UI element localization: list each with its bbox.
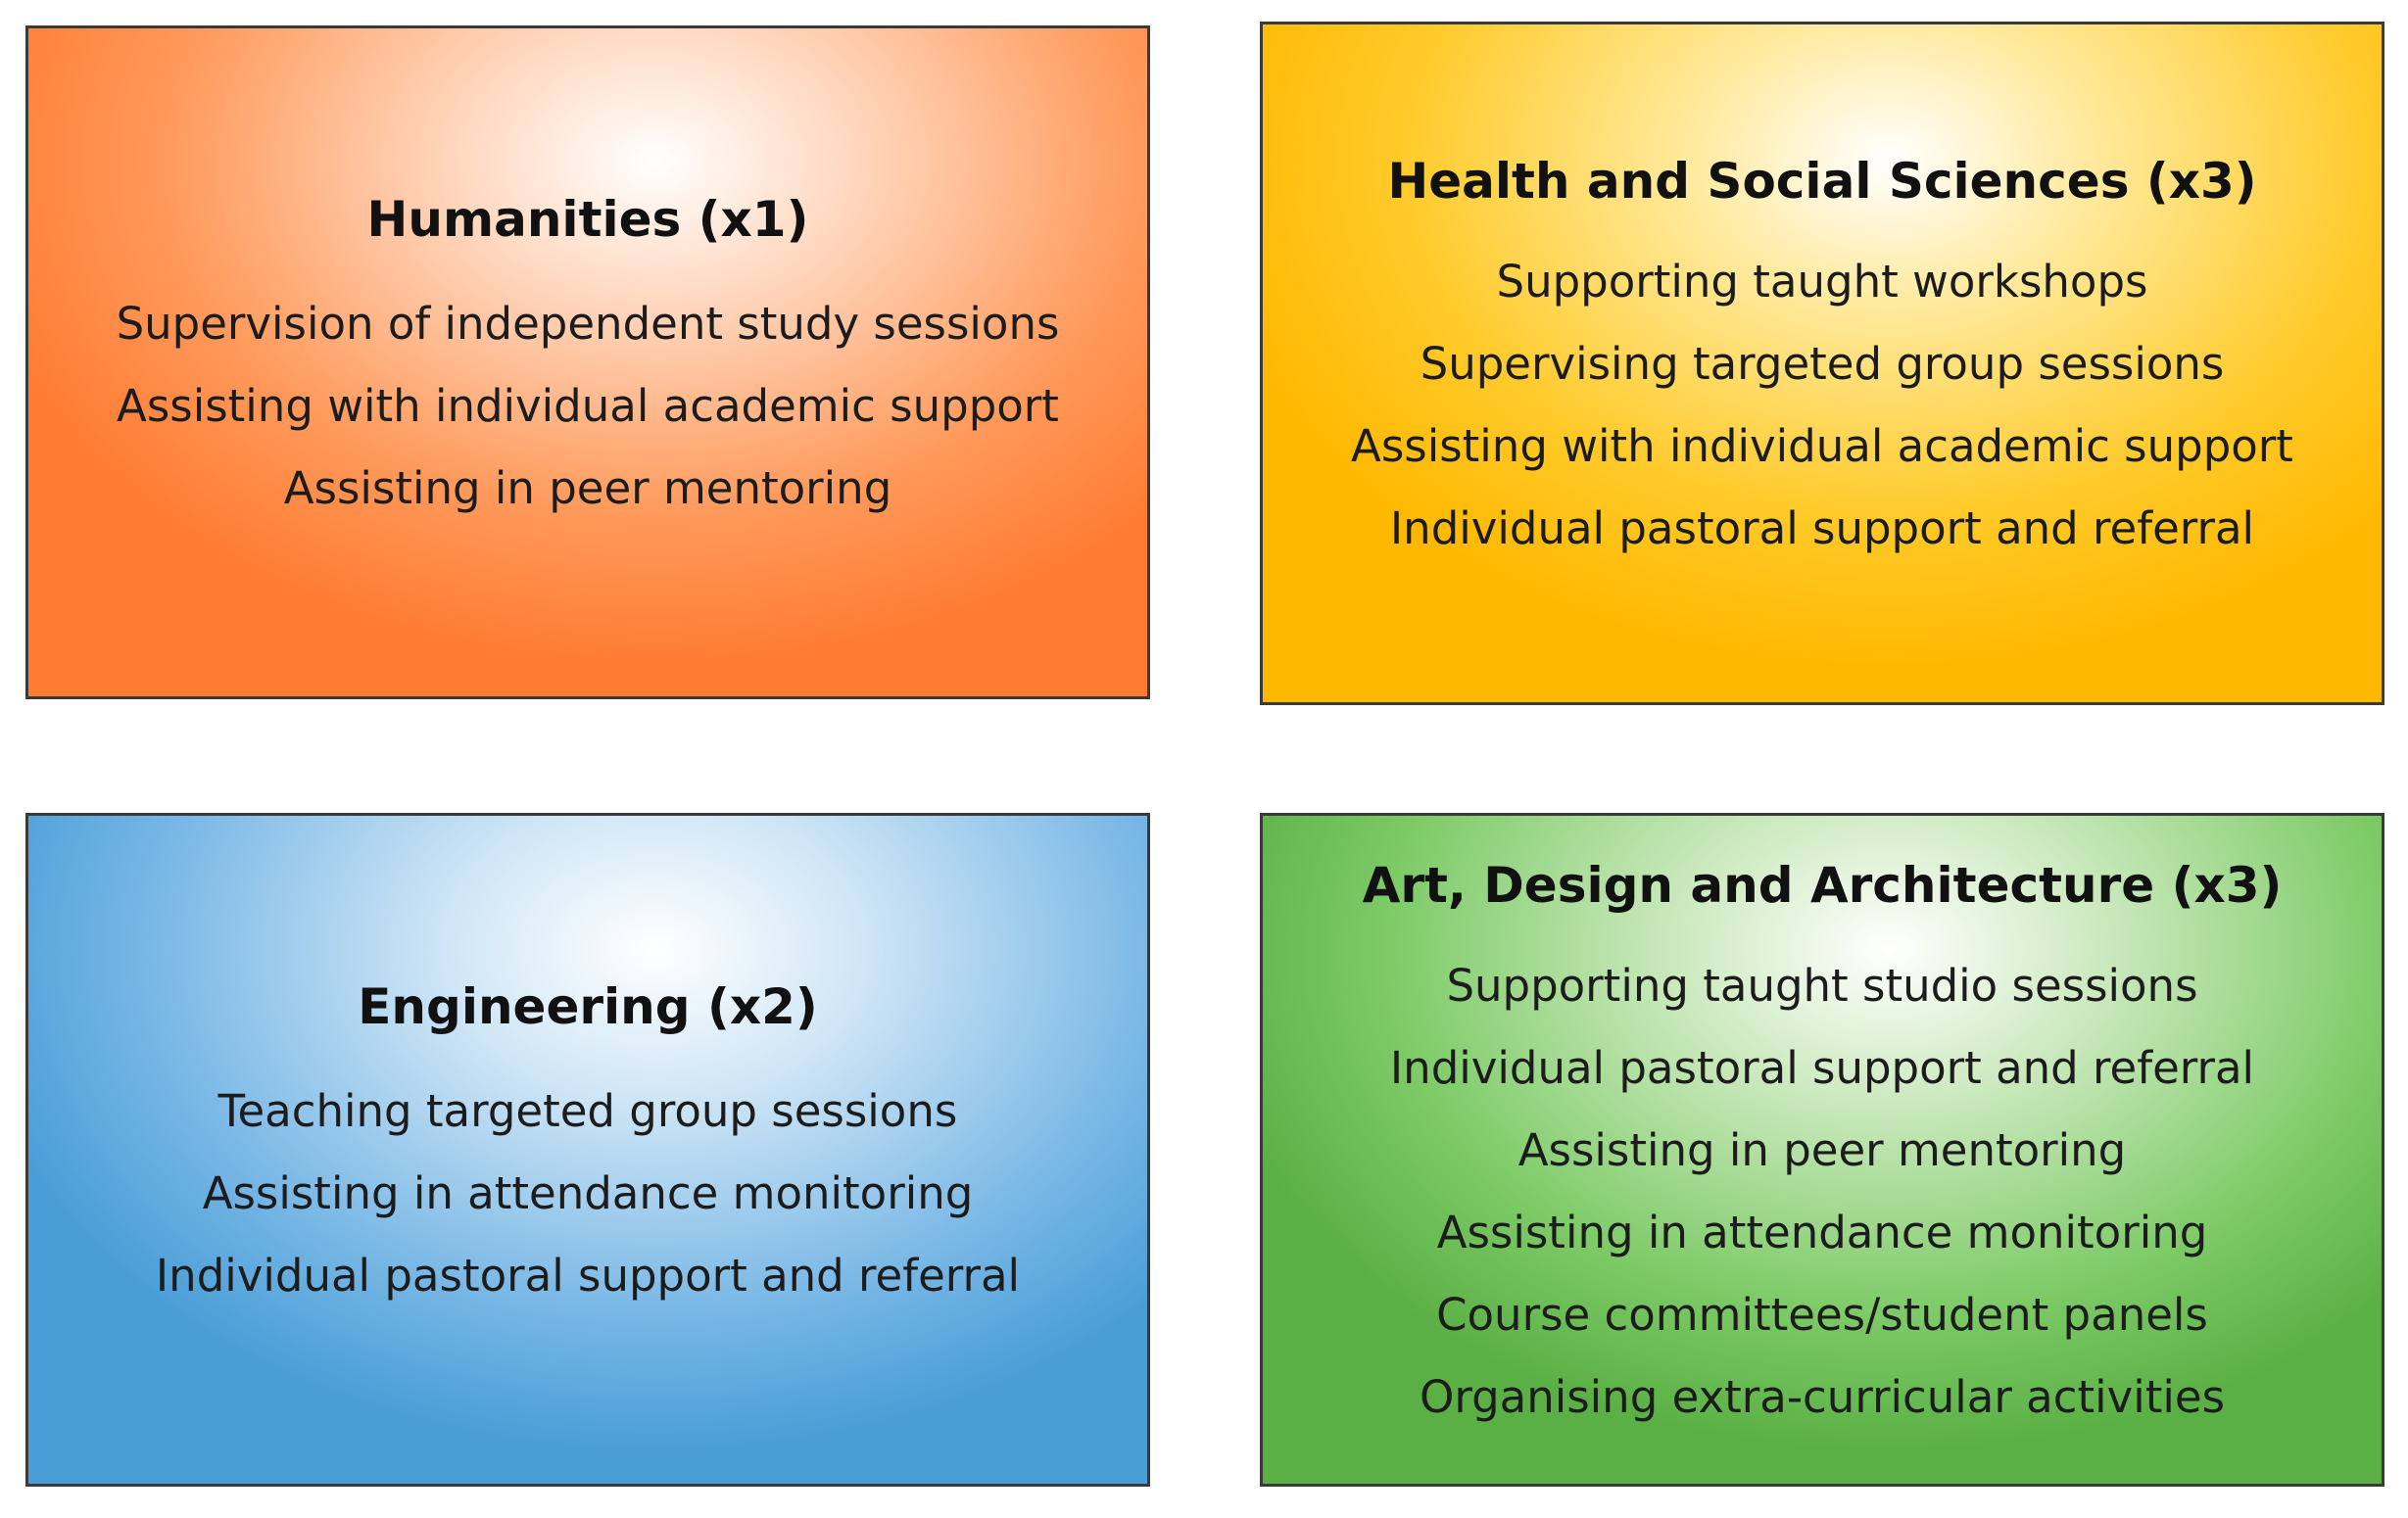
humanities-item: Supervision of independent study sessions [116, 298, 1060, 350]
art-design-architecture-box [1260, 813, 2384, 1487]
humanities-item: Assisting with individual academic support [117, 380, 1059, 432]
health-social-sciences-title: Health and Social Sciences (x3) [1387, 153, 2257, 210]
health-social-sciences-item: Assisting with individual academic support [1351, 420, 2293, 472]
health-social-sciences-box [1260, 22, 2384, 705]
engineering-item: Assisting in attendance monitoring [202, 1167, 974, 1219]
humanities-box [25, 25, 1150, 699]
engineering-title: Engineering (x2) [358, 978, 818, 1035]
art-design-architecture-item: Supporting taught studio sessions [1446, 960, 2198, 1012]
art-design-architecture-item: Individual pastoral support and referral [1389, 1042, 2255, 1094]
art-design-architecture-item: Course committees/student panels [1436, 1289, 2208, 1341]
health-social-sciences-item: Supervising targeted group sessions [1420, 338, 2225, 390]
art-design-architecture-item: Organising extra-curricular activities [1419, 1371, 2226, 1423]
humanities-item: Assisting in peer mentoring [283, 462, 892, 514]
art-design-architecture-item: Assisting in attendance monitoring [1436, 1207, 2208, 1258]
engineering-items [156, 1070, 1020, 1317]
health-social-sciences-items [1351, 241, 2293, 570]
engineering-item: Teaching targeted group sessions [217, 1085, 958, 1137]
engineering-box [25, 813, 1150, 1487]
art-design-architecture-items [1390, 945, 2254, 1439]
engineering-item: Individual pastoral support and referral [155, 1250, 1021, 1302]
art-design-architecture-item: Assisting in peer mentoring [1517, 1124, 2127, 1176]
health-social-sciences-item: Individual pastoral support and referral [1389, 502, 2255, 554]
humanities-items [117, 283, 1060, 530]
health-social-sciences-item: Supporting taught workshops [1496, 256, 2148, 308]
humanities-title: Humanities (x1) [366, 191, 809, 248]
art-design-architecture-title: Art, Design and Architecture (x3) [1362, 857, 2283, 914]
